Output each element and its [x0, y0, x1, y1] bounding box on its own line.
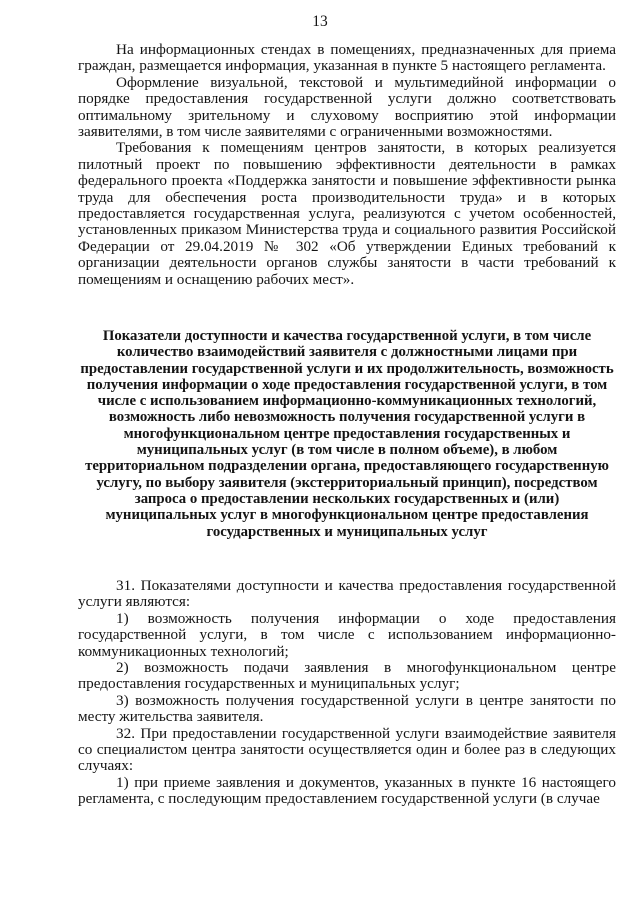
paragraph-info-stands: На информационных стендах в помещениях, предназначенных для приема граждан, размещается информация, указанная в пункте 5 настоящего регламента.: [78, 41, 616, 75]
paragraph-31-point-3: 3) возможность получения государственной услуги в центре занятости по месту жительства заявителя.: [78, 691, 616, 726]
top-text-block: [78, 42, 616, 288]
paragraph-item-31: 31. Показателями доступности и качества предоставления государственной услуги являются:: [78, 577, 616, 611]
section-heading: Показатели доступности и качества государственной услуги, в том числе количество взаимодействий заявителя с должностными лицами при предоставлении государственной услуги и их продолжительность, возможность получения информации о ходе предоставления государственной услуги, в том числе с использованием информационно-коммуникационных технологий, возможность либо невозможность получения государственной услуги в многофункциональном центре предоставления государственных и муниципальных услуг (в том числе в полном объеме), в любом территориальном подразделении органа, предоставляющего государственную услугу, по выбору заявителя (экстерриториальный принцип), посредством запроса о предоставлении нескольких государственных и (или) муниципальных услуг в многофункциональном центре предоставления государственных и муниципальных услуг: [80, 328, 614, 540]
paragraph-visual-info: Оформление визуальной, текстовой и мультимедийной информации о порядке предоставления государственной услуги должно соответствовать оптимальному зрительному и слуховому восприятию этой информации заявителями, в том числе заявителями с ограниченными возможностями.: [78, 73, 616, 141]
page-number: 13: [312, 13, 328, 30]
paragraph-31-point-1: 1) возможность получения информации о ходе предоставления государственной услуги, в том числе с использованием информационно-коммуникационных технологий;: [78, 609, 616, 660]
paragraph-item-32: 32. При предоставлении государственной услуги взаимодействие заявителя со специалистом центра занятости осуществляется один и более раз в следующих случаях:: [78, 724, 616, 775]
paragraph-32-point-1: 1) при приеме заявления и документов, указанных в пункте 16 настоящего регламента, с последующим предоставлением государственной услуги (в случае: [78, 773, 616, 808]
paragraph-premises-requirements: Требования к помещениям центров занятости, в которых реализуется пилотный проект по повышению эффективности деятельности в рамках федерального проекта «Поддержка занятости и повышение эффективности рынка труда для обеспечения роста производительности труда» и в которых предоставляется государственная услуга, реализуются с учетом особенностей, установленных приказом Министерства труда и социального развития Российской Федерации от 29.04.2019 № 302 «Об утверждении Единых требований к организации деятельности органов службы занятости в части требований к помещениям и оснащению рабочих мест».: [78, 139, 616, 288]
paragraph-31-point-2: 2) возможность подачи заявления в многофункциональном центре предоставления государственных и муниципальных услуг;: [78, 659, 616, 693]
bottom-text-block: [78, 578, 616, 808]
